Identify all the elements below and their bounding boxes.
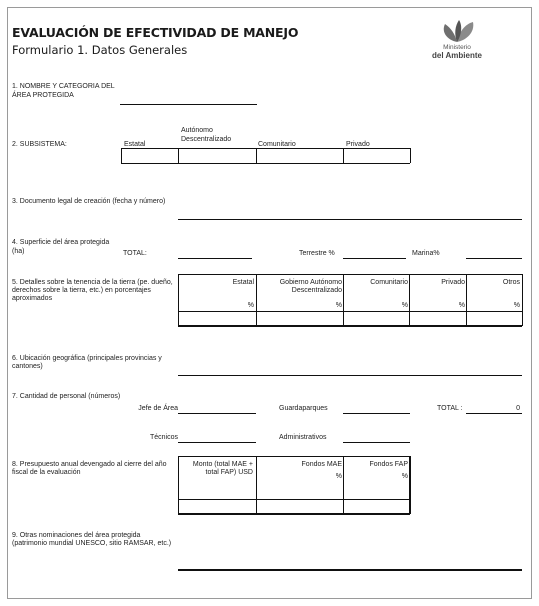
s4-terrestre-field[interactable] — [343, 258, 406, 259]
form-title: EVALUACIÓN DE EFECTIVIDAD DE MANEJO — [12, 25, 299, 40]
s1-name-field[interactable] — [120, 104, 257, 105]
s8-table-bottom — [178, 513, 410, 515]
s7-tecnicos-label: Técnicos — [149, 434, 178, 441]
s7-guardaparques-field[interactable] — [343, 413, 410, 414]
s2-divider — [410, 148, 411, 163]
s8-table-top — [178, 456, 410, 457]
s5-pct-otros: % — [513, 302, 520, 309]
s9-nominations-field[interactable] — [178, 569, 522, 571]
s8-divider — [409, 456, 411, 514]
s2-col-estatal: Estatal — [124, 141, 146, 148]
s4-total-label: TOTAL: — [123, 250, 147, 257]
s8-cell-fap[interactable] — [344, 500, 408, 512]
s5-col-estatal: Estatal — [232, 279, 254, 286]
s5-cell-otros[interactable] — [467, 312, 521, 324]
s5-cell-privado[interactable] — [410, 312, 465, 324]
s3-label: 3. Documento legal de creación (fecha y número) — [12, 198, 166, 205]
s5-col-otros: Otros — [502, 279, 520, 286]
s6-label: 6. Ubicación geográfica (principales provincias y cantones) — [12, 355, 162, 370]
s5-pct-comunitario: % — [401, 302, 408, 309]
s7-label: 7. Cantidad de personal (números) — [12, 393, 121, 400]
s7-administrativos-field[interactable] — [343, 442, 410, 443]
s8-fondos-fap-header: Fondos FAP — [369, 461, 408, 468]
s5-pct-estatal: % — [247, 302, 254, 309]
s5-col-gobierno: Gobierno Autónomo Descentralizado — [279, 279, 342, 294]
s5-cell-estatal[interactable] — [179, 312, 255, 324]
s4-label: 4. Superficie del área protegida (ha) — [12, 239, 110, 255]
s7-tecnicos-field[interactable] — [178, 442, 256, 443]
s5-cell-comunitario[interactable] — [344, 312, 408, 324]
s4-marina-label: Marina% — [412, 250, 440, 257]
s7-total-value: 0 — [516, 405, 520, 412]
s5-pct-gobierno: % — [335, 302, 342, 309]
s4-marina-field[interactable] — [466, 258, 522, 259]
s7-total-label: TOTAL : — [437, 405, 463, 412]
s8-cell-mae[interactable] — [257, 500, 342, 512]
s8-monto-header: Monto (total MAE + total FAP) USD — [192, 461, 253, 476]
s7-administrativos-label: Administrativos — [279, 434, 327, 441]
s4-total-field[interactable] — [178, 258, 252, 259]
s2-cell-autonomo[interactable] — [179, 149, 255, 162]
s8-fap-pct: % — [401, 473, 408, 480]
s6-location-field[interactable] — [178, 375, 522, 376]
s9-label: 9. Otras nominaciones del área protegida (patrimonio mundial UNESCO, sitio RAMSAR, etc.) — [12, 532, 172, 547]
s5-table-top — [178, 274, 522, 275]
s7-guardaparques-label: Guardaparques — [279, 405, 328, 412]
s2-cell-privado[interactable] — [344, 149, 409, 162]
logo-line2: del Ambiente — [432, 51, 482, 60]
s2-col-privado: Privado — [346, 141, 370, 148]
s7-total-field — [466, 413, 522, 414]
ministry-leaf-logo-icon — [437, 18, 477, 44]
s2-col-comunitario: Comunitario — [258, 141, 296, 148]
s7-jefe-label: Jefe de Área — [138, 405, 178, 412]
s2-table-bottom — [121, 163, 410, 164]
s3-document-field[interactable] — [178, 219, 522, 220]
s8-cell-monto[interactable] — [179, 500, 255, 512]
s8-fondos-mae-header: Fondos MAE — [301, 461, 342, 468]
s5-divider — [522, 274, 523, 326]
s2-label: 2. SUBSISTEMA: — [12, 141, 67, 148]
s5-pct-privado: % — [458, 302, 465, 309]
logo-line1: Ministerio — [443, 44, 471, 51]
s8-mae-pct: % — [335, 473, 342, 480]
s7-jefe-field[interactable] — [178, 413, 256, 414]
s5-label: 5. Detalles sobre la tenencia de la tierra (pe. dueño, derechos sobre la tierra, etc.) en porcentajes aproximados — [12, 279, 173, 302]
s2-cell-comunitario[interactable] — [257, 149, 342, 162]
form-subtitle: Formulario 1. Datos Generales — [12, 43, 188, 57]
s1-label: 1. NOMBRE Y CATEGORIA DEL ÁREA PROTEGIDA — [12, 83, 115, 99]
s5-table-bottom — [178, 325, 522, 327]
s5-col-privado: Privado — [441, 279, 465, 286]
s2-cell-estatal[interactable] — [122, 149, 177, 162]
s8-label: 8. Presupuesto anual devengado al cierre del año fiscal de la evaluación — [12, 461, 167, 476]
s5-cell-gobierno[interactable] — [257, 312, 342, 324]
s2-col-autonomo: Autónomo Descentralizado — [181, 127, 232, 143]
s4-terrestre-label: Terrestre % — [299, 250, 335, 257]
s5-col-comunitario: Comunitario — [370, 279, 408, 286]
